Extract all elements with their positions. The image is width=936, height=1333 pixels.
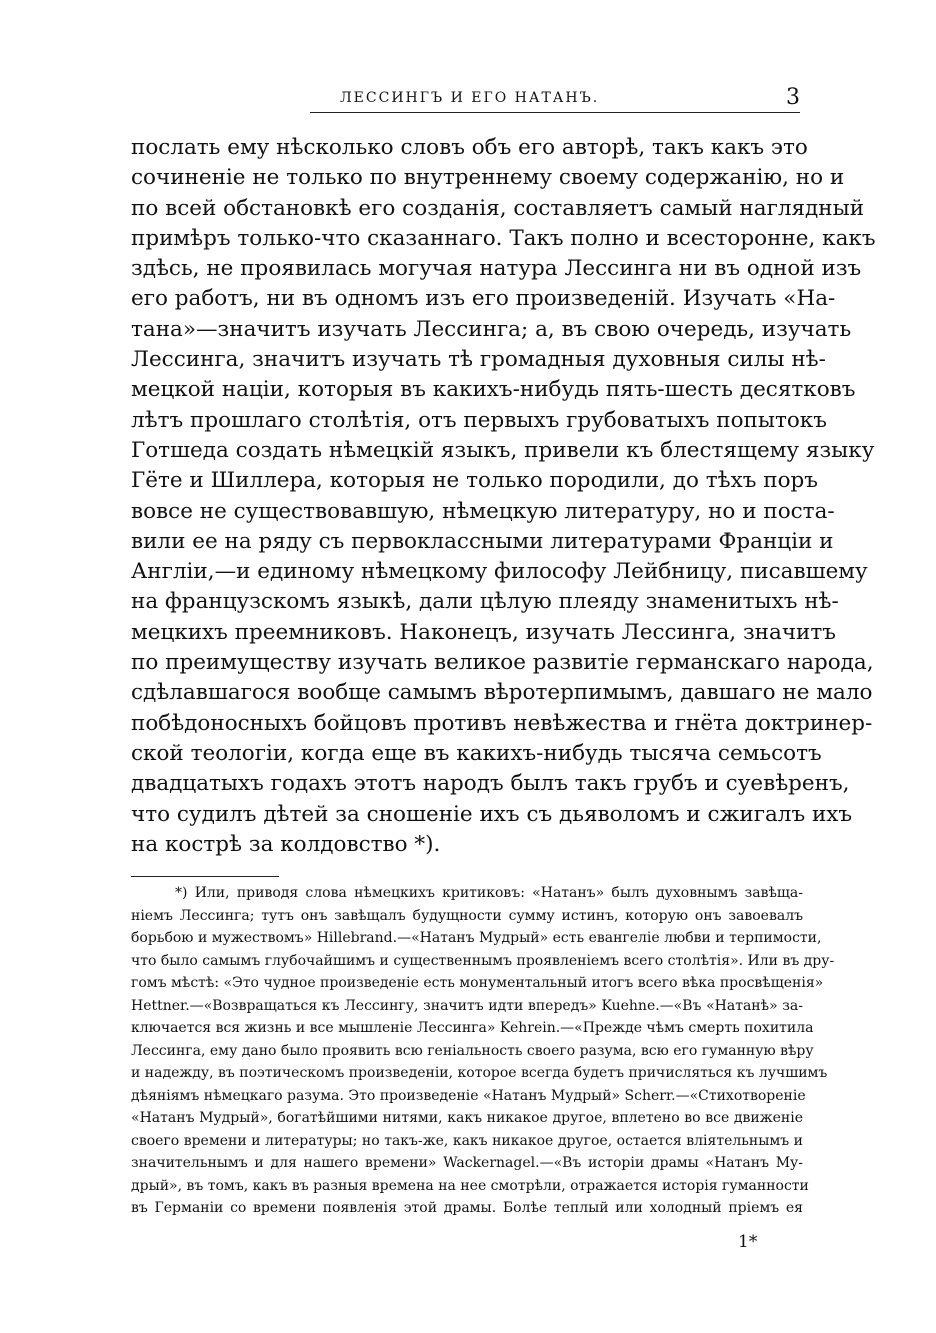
main-text bbox=[131, 133, 876, 860]
text-line: сдѣлавшагося вообще самымъ вѣротерпимымъ, давшаго не мало bbox=[131, 680, 873, 706]
text-line: лѣтъ прошлаго столѣтія, отъ первыхъ грубоватыхъ попытокъ bbox=[131, 407, 827, 433]
footnote-line: гомъ мѣстѣ: «Это чудное произведеніе есть монументальный итогъ всего вѣка просвѣщенія» bbox=[131, 975, 824, 991]
text-line: Англіи,—и единому нѣмецкому философу Лейбницу, писавшему bbox=[131, 559, 868, 585]
signature-mark: 1* bbox=[738, 1232, 758, 1252]
footnote-line: Лессинга, ему дано было проявить всю геніальность своего разума, всю его гуманную вѣру bbox=[131, 1042, 814, 1059]
text-line: Лессинга, значитъ изучать тѣ громадныя духовныя силы нѣ- bbox=[131, 347, 826, 373]
footnote-line: борьбою и мужествомъ» Hillebrand.—«Натанъ Мудрый» есть евангеліе любви и терпимости, bbox=[131, 930, 822, 946]
text-line: что судилъ дѣтей за сношеніе ихъ съ дьяволомъ и сжигалъ ихъ bbox=[131, 801, 853, 827]
text-line: двадцатыхъ годахъ этотъ народъ былъ такъ грубъ и суевѣренъ, bbox=[131, 771, 850, 797]
header-rule bbox=[310, 112, 800, 113]
text-line: послать ему нѣсколько словъ объ его авторѣ, такъ какъ это bbox=[131, 135, 808, 160]
text-line: здѣсь, не проявилась могучая натура Лессинга ни въ одной изъ bbox=[131, 256, 862, 282]
text-line: мецкихъ преемниковъ. Наконецъ, изучать Лессинга, значитъ bbox=[131, 619, 836, 645]
footnote-line: что было самымъ глубочайшимъ и существеннымъ проявленіемъ всего столѣтія». Или въ дру- bbox=[131, 952, 835, 969]
footnote-line: ніемъ Лессинга; тутъ онъ завѣщалъ будущности сумму истинъ, которую онъ завоевалъ bbox=[131, 907, 803, 924]
text-line: на кострѣ за колдовство *). bbox=[131, 831, 441, 857]
footnote-line: и надежду, въ поэтическомъ произведеніи, которое всегда будетъ причисляться къ лучшимъ bbox=[131, 1065, 828, 1081]
text-line: сочиненіе не только по внутреннему своему содержанію, но и bbox=[131, 165, 845, 191]
footnote-line: дрый», въ томъ, какъ въ разныя времена на нее смотрѣли, отражается исторія гуманности bbox=[131, 1177, 809, 1194]
text-line: на французскомъ языкѣ, дали цѣлую плеяду знаменитыхъ нѣ- bbox=[131, 589, 839, 615]
footnote-line: дѣяніямъ нѣмецкаго разума. Это произведеніе «Натанъ Мудрый» Scherr.—«Стихотвореніе bbox=[131, 1087, 806, 1104]
text-line: мецкой націи, которыя въ какихъ-нибудь пять-шесть десятковъ bbox=[131, 377, 856, 403]
footnote-line: «Натанъ Мудрый», богатѣйшими нитями, какъ никакое другое, вплетено во все движеніе bbox=[131, 1110, 803, 1126]
text-line: побѣдоносныхъ бойцовъ противъ невѣжества и гнёта доктринер- bbox=[131, 710, 873, 736]
page-number: 3 bbox=[786, 85, 800, 110]
text-line: Гёте и Шиллера, которыя не только породили, до тѣхъ поръ bbox=[131, 468, 818, 494]
text-line: Готшеда создать нѣмецкій языкъ, привели къ блестящему языку bbox=[131, 437, 875, 463]
footnote-line: своего времени и литературы; но такъ-же, какъ никакое другое, остается вліятельнымъ и bbox=[131, 1132, 803, 1149]
running-title: ЛЕССИНГЪ И ЕГО НАТАНЪ. bbox=[340, 90, 600, 106]
footnote-line: Hettner.—«Возвращаться къ Лессингу, значитъ идти впередъ» Kuehne.—«Въ «Натанѣ» за- bbox=[131, 997, 803, 1014]
footnote-rule bbox=[131, 876, 279, 877]
footnote-line: значительнымъ и для нашего времени» Wackernagel.—«Въ исторіи драмы «Натанъ Му- bbox=[131, 1155, 803, 1171]
footnote-line: *) Или, приводя слова нѣмецкихъ критиковъ: «Натанъ» былъ духовнымъ завѣща- bbox=[175, 885, 803, 901]
text-line: его работъ, ни въ одномъ изъ его произведеній. Изучать «На- bbox=[131, 286, 836, 312]
footnote-line: ключается вся жизнь и все мышленіе Лессинга» Kehrein.—«Прежде чѣмъ смерть похитила bbox=[131, 1020, 814, 1036]
text-line: вили ее на ряду съ первоклассными литературами Франціи и bbox=[131, 528, 834, 554]
footnote-line: въ Германіи со времени появленія этой драмы. Болѣе теплый или холодный пріемъ ея bbox=[131, 1200, 803, 1216]
text-line: по преимуществу изучать великое развитіе германскаго народа, bbox=[131, 650, 874, 676]
text-line: тана»—значитъ изучать Лессинга; а, въ свою очередь, изучать bbox=[131, 316, 852, 342]
text-line: ской теологіи, когда еще въ какихъ-нибудь тысяча семьсотъ bbox=[131, 740, 822, 766]
text-line: по всей обстановкѣ его созданія, составляетъ самый наглядный bbox=[131, 195, 865, 221]
running-header bbox=[130, 85, 810, 115]
text-line: вовсе не существовавшую, нѣмецкую литературу, но и поста- bbox=[131, 498, 835, 524]
footnote bbox=[131, 882, 835, 1220]
text-line: примѣръ только-что сказаннаго. Такъ полно и всесторонне, какъ bbox=[131, 225, 876, 251]
